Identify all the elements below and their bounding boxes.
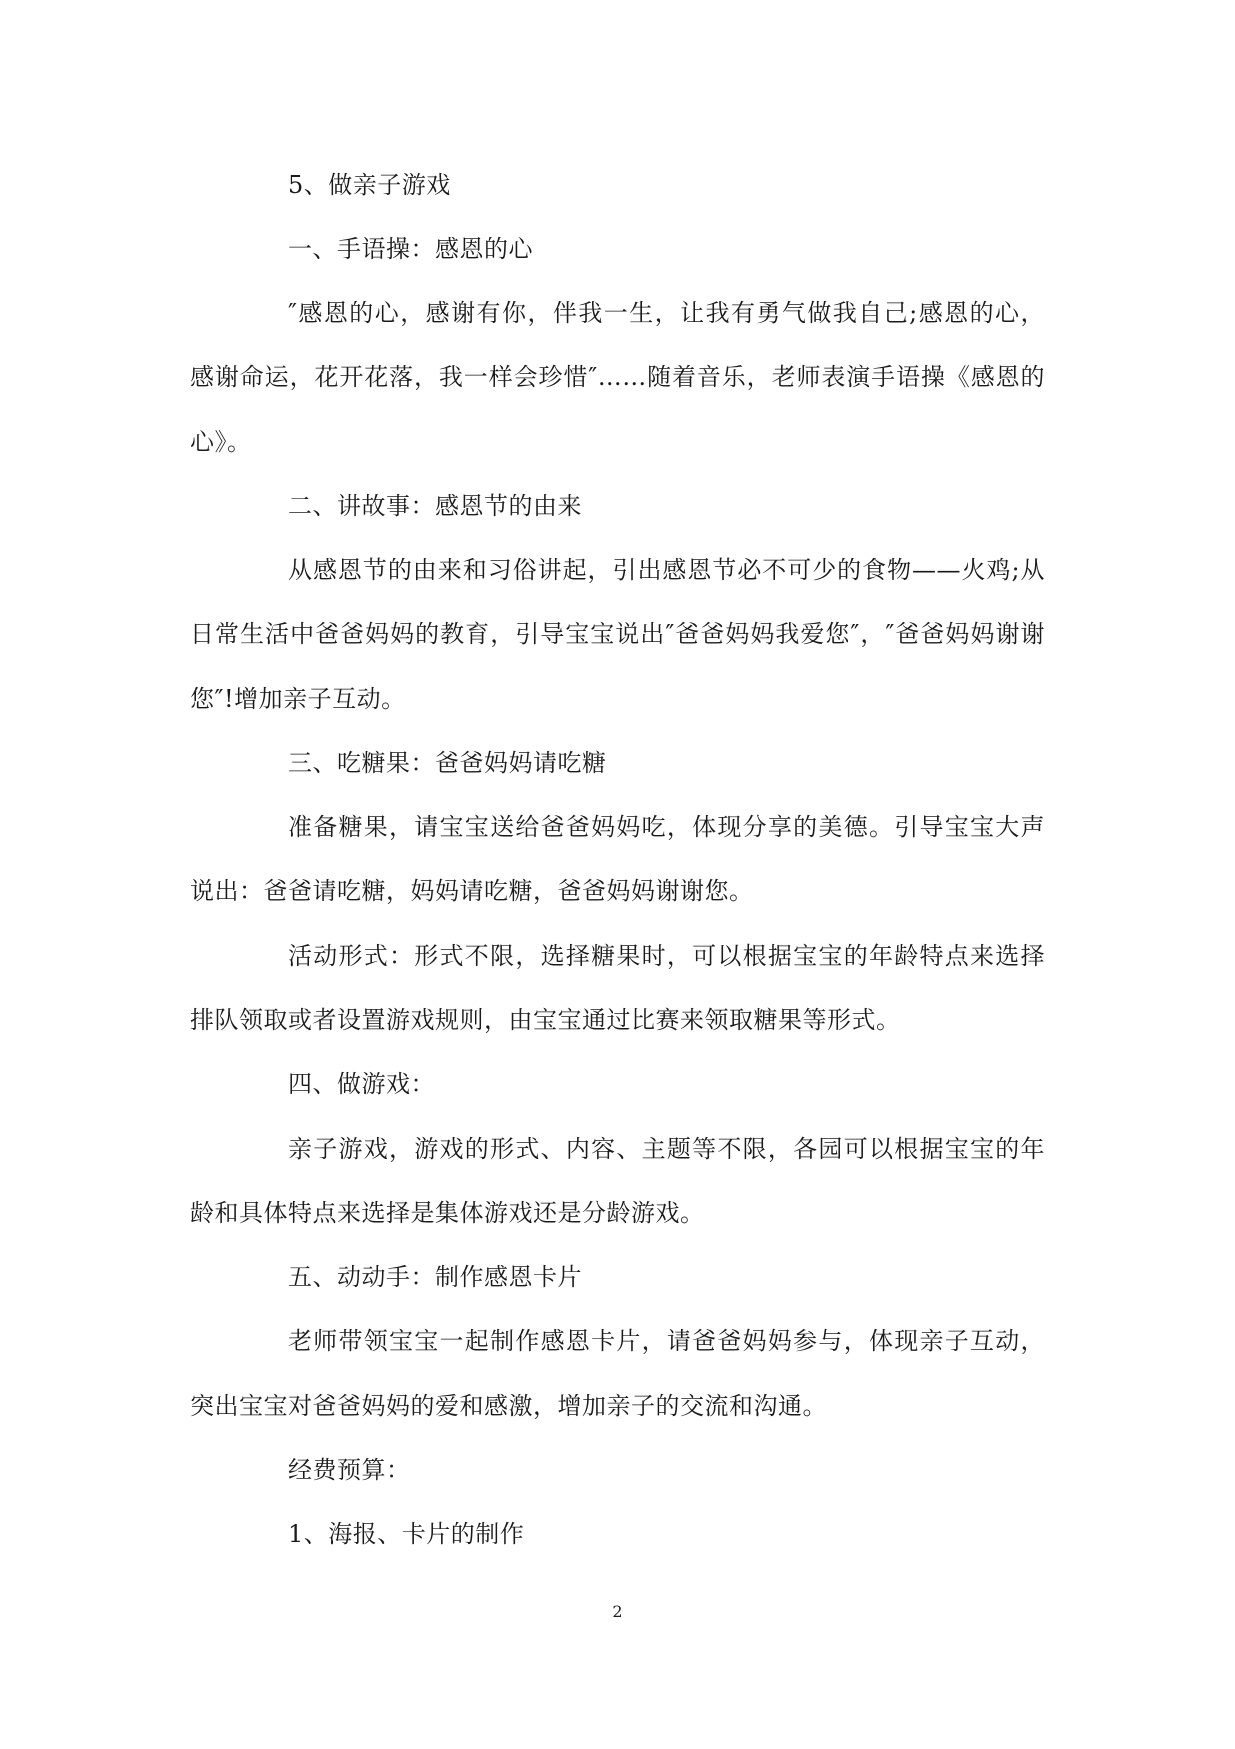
text-line: 亲子游戏，游戏的形式、内容、主题等不限，各园可以根据宝宝的年 bbox=[288, 1135, 1045, 1163]
text-line: 排队领取或者设置游戏规则，由宝宝通过比赛来领取糖果等形式。 bbox=[190, 1006, 901, 1034]
text-line: 1、海报、卡片的制作 bbox=[288, 1520, 525, 1548]
text-line: 龄和具体特点来选择是集体游戏还是分龄游戏。 bbox=[190, 1199, 705, 1227]
text-line: ″感恩的心，感谢有你，伴我一生，让我有勇气做我自己;感恩的心， bbox=[288, 299, 1045, 327]
section-heading: 四、做游戏： bbox=[288, 1070, 435, 1098]
page-number: 2 bbox=[612, 1602, 623, 1621]
text-line: 突出宝宝对爸爸妈妈的爱和感激，增加亲子的交流和沟通。 bbox=[190, 1392, 827, 1420]
section-heading: 三、吃糖果：爸爸妈妈请吃糖 bbox=[288, 749, 607, 777]
text-line: 日常生活中爸爸妈妈的教育，引导宝宝说出″爸爸妈妈我爱您″，″爸爸妈妈谢谢 bbox=[190, 620, 1045, 648]
text-line: 老师带领宝宝一起制作感恩卡片，请爸爸妈妈参与，体现亲子互动， bbox=[288, 1327, 1045, 1355]
text-line: 心》。 bbox=[190, 428, 252, 456]
section-heading: 经费预算： bbox=[288, 1456, 411, 1484]
text-line: 准备糖果，请宝宝送给爸爸妈妈吃，体现分享的美德。引导宝宝大声 bbox=[288, 813, 1045, 841]
section-heading: 五、动动手：制作感恩卡片 bbox=[288, 1263, 582, 1291]
text-line: 5、做亲子游戏 bbox=[288, 171, 451, 199]
section-heading: 一、手语操：感恩的心 bbox=[288, 235, 533, 263]
text-line: 您″!增加亲子互动。 bbox=[190, 685, 406, 713]
section-heading: 二、讲故事：感恩节的由来 bbox=[288, 492, 582, 520]
text-line: 说出：爸爸请吃糖，妈妈请吃糖，爸爸妈妈谢谢您。 bbox=[190, 877, 754, 905]
text-line: 从感恩节的由来和习俗讲起，引出感恩节必不可少的食物——火鸡;从 bbox=[288, 556, 1045, 584]
text-line: 活动形式：形式不限，选择糖果时，可以根据宝宝的年龄特点来选择 bbox=[288, 942, 1045, 970]
text-line: 感谢命运，花开花落，我一样会珍惜″……随着音乐，老师表演手语操《感恩的 bbox=[190, 363, 1045, 391]
